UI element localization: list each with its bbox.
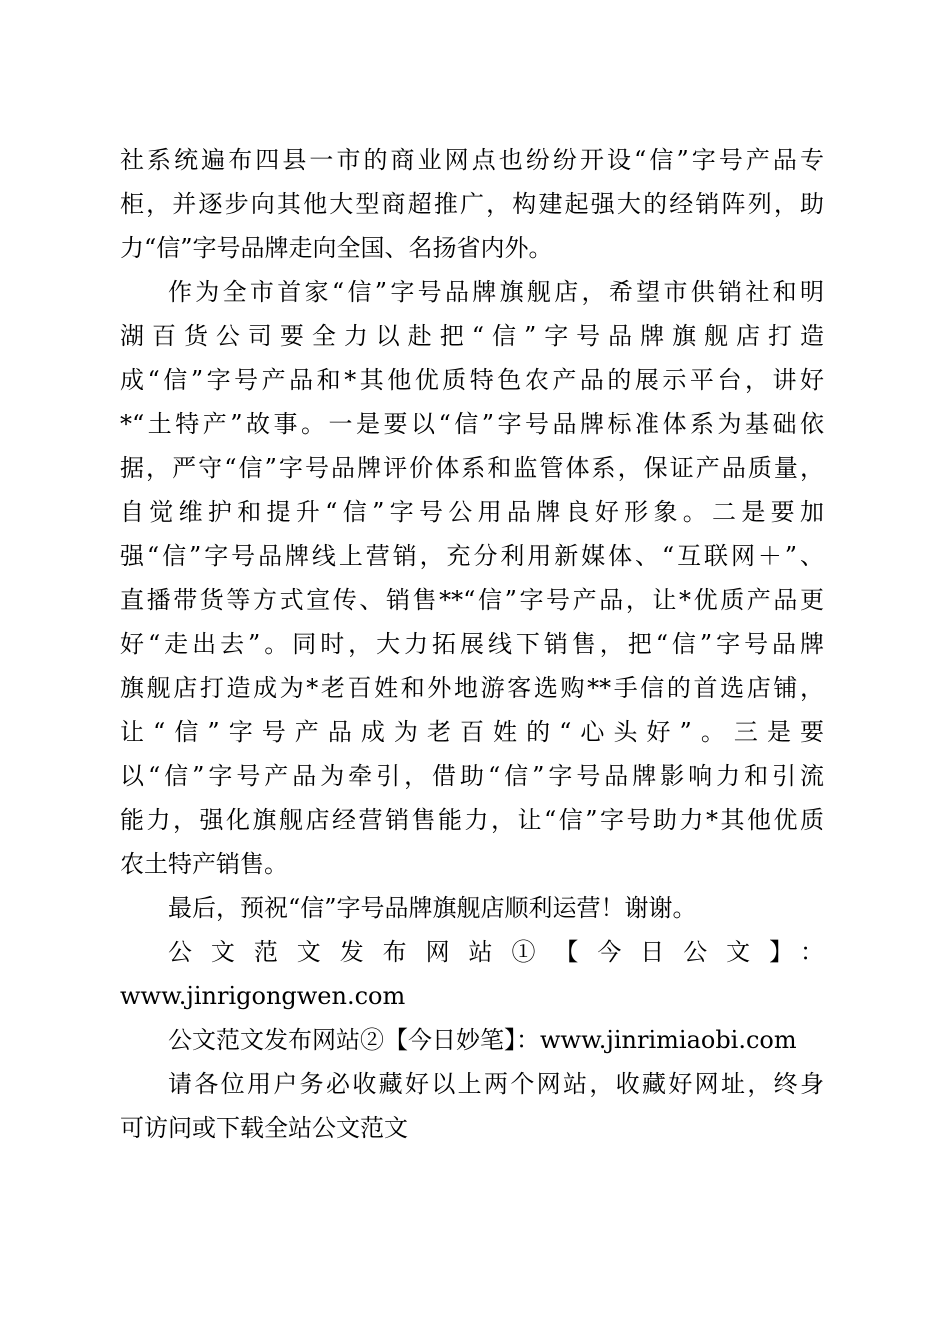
text-line: 自觉维护和提升“信”字号公用品牌良好形象。二是要加 <box>120 498 824 526</box>
text-line: 最后，预祝“信”字号品牌旗舰店顺利运营！谢谢。 <box>168 894 697 922</box>
document-body <box>120 138 824 1150</box>
paragraph-2 <box>120 270 824 886</box>
text-line: 作为全市首家“信”字号品牌旗舰店，希望市供销社和明 <box>168 278 824 306</box>
text-line: 柜，并逐步向其他大型商超推广，构建起强大的经销阵列，助 <box>120 190 824 218</box>
text-line: 旗舰店打造成为*老百姓和外地游客选购**手信的首选店铺， <box>120 674 824 702</box>
text-line: 请各位用户务必收藏好以上两个网站，收藏好网址，终身 <box>168 1070 824 1098</box>
text-line: 好“走出去”。同时，大力拓展线下销售，把“信”字号品牌 <box>120 630 824 658</box>
paragraph-5 <box>120 1018 824 1062</box>
text-line: 成“信”字号产品和*其他优质特色农产品的展示平台，讲好 <box>120 366 824 394</box>
paragraph-3 <box>120 886 824 930</box>
website-url-2: 公文范文发布网站②【今日妙笔】：www.jinrimiaobi.com <box>168 1026 797 1054</box>
paragraph-1 <box>120 138 824 270</box>
paragraph-4 <box>120 930 824 1018</box>
paragraph-6 <box>120 1062 824 1150</box>
text-line: 公文范文发布网站①【今日公文】： <box>168 938 824 966</box>
text-line: 据，严守“信”字号品牌评价体系和监管体系，保证产品质量， <box>120 454 824 482</box>
text-line: *“土特产”故事。一是要以“信”字号品牌标准体系为基础依 <box>120 410 824 438</box>
text-line: 湖百货公司要全力以赴把“信”字号品牌旗舰店打造 <box>120 322 824 350</box>
text-line: 可访问或下载全站公文范文 <box>120 1114 408 1142</box>
text-line: 能力，强化旗舰店经营销售能力，让“信”字号助力*其他优质 <box>120 806 824 834</box>
text-line: 力“信”字号品牌走向全国、名扬省内外。 <box>120 234 553 262</box>
text-line: 让“信”字号产品成为老百姓的“心头好”。三是要 <box>120 718 824 746</box>
text-line: 直播带货等方式宣传、销售**“信”字号产品，让*优质产品更 <box>120 586 824 614</box>
text-line: 社系统遍布四县一市的商业网点也纷纷开设“信”字号产品专 <box>120 146 824 174</box>
text-line: 强“信”字号品牌线上营销，充分利用新媒体、“互联网＋”、 <box>120 542 824 570</box>
text-line: 以“信”字号产品为牵引，借助“信”字号品牌影响力和引流 <box>120 762 824 790</box>
website-url-1: www.jinrigongwen.com <box>120 982 406 1010</box>
text-line: 农土特产销售。 <box>120 850 288 878</box>
